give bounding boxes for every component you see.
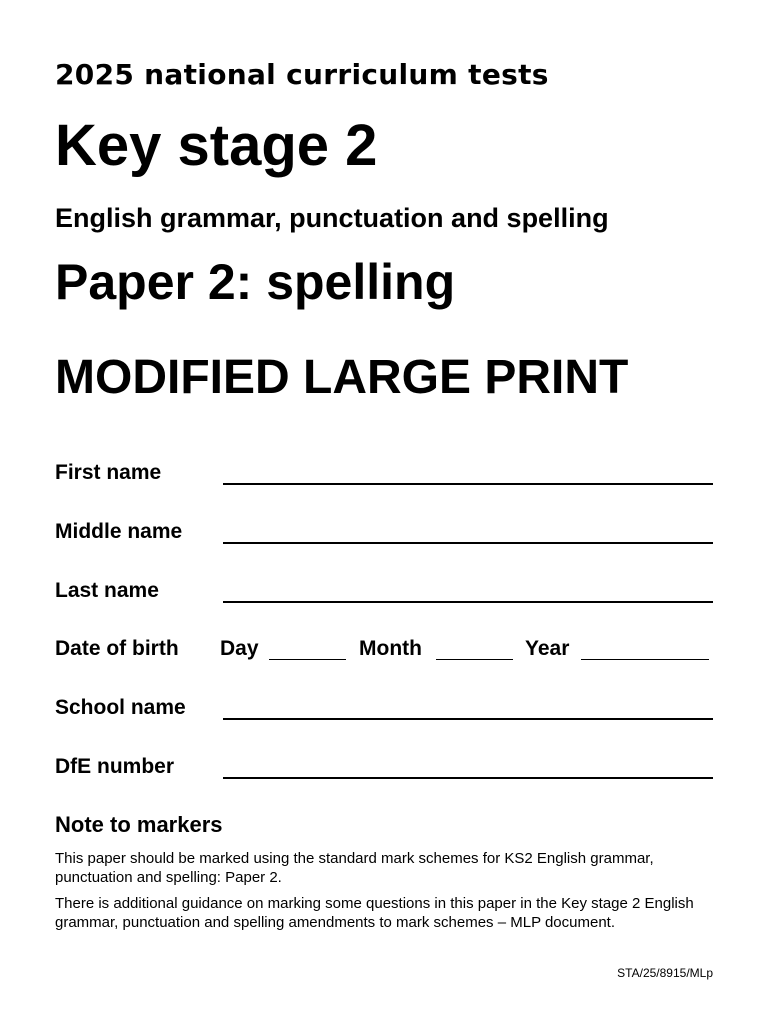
school-name-line[interactable]	[223, 718, 713, 720]
middle-name-line[interactable]	[223, 542, 713, 544]
middle-name-field[interactable]	[55, 520, 713, 550]
first-name-field[interactable]	[55, 461, 713, 491]
month-label: Month	[359, 637, 422, 660]
note-paragraph-1: This paper should be marked using the standard mark schemes for KS2 English grammar, punctuation and spelling: Paper 2.	[55, 850, 654, 886]
note-paragraph-2: There is additional guidance on marking some questions in this paper in the Key stage 2 English grammar, punctuation and spelling amendments to mark schemes – MLP document.	[55, 895, 694, 931]
day-label: Day	[220, 637, 259, 660]
year-line[interactable]	[581, 659, 709, 660]
series-title: 2025 national curriculum tests	[55, 58, 549, 91]
dfe-number-line[interactable]	[223, 777, 713, 779]
note-to-markers-heading: Note to markers	[55, 812, 223, 837]
school-name-field[interactable]	[55, 696, 713, 726]
dfe-number-label: DfE number	[55, 755, 175, 778]
format-title: MODIFIED LARGE PRINT	[55, 351, 629, 404]
first-name-label: First name	[55, 461, 162, 484]
key-stage-title: Key stage 2	[55, 113, 378, 178]
dfe-number-field[interactable]	[55, 755, 713, 785]
subject-title: English grammar, punctuation and spelling	[55, 203, 609, 233]
first-name-line[interactable]	[223, 483, 713, 485]
last-name-field[interactable]	[55, 579, 713, 609]
month-line[interactable]	[436, 659, 513, 660]
document-reference: STA/25/8915/MLp	[617, 966, 713, 980]
middle-name-label: Middle name	[55, 520, 183, 543]
year-label: Year	[525, 637, 570, 660]
paper-title: Paper 2: spelling	[55, 254, 456, 310]
day-line[interactable]	[269, 659, 346, 660]
school-name-label: School name	[55, 696, 186, 719]
last-name-line[interactable]	[223, 601, 713, 603]
date-of-birth-label: Date of birth	[55, 637, 179, 660]
last-name-label: Last name	[55, 579, 159, 602]
date-of-birth-field	[55, 637, 713, 667]
